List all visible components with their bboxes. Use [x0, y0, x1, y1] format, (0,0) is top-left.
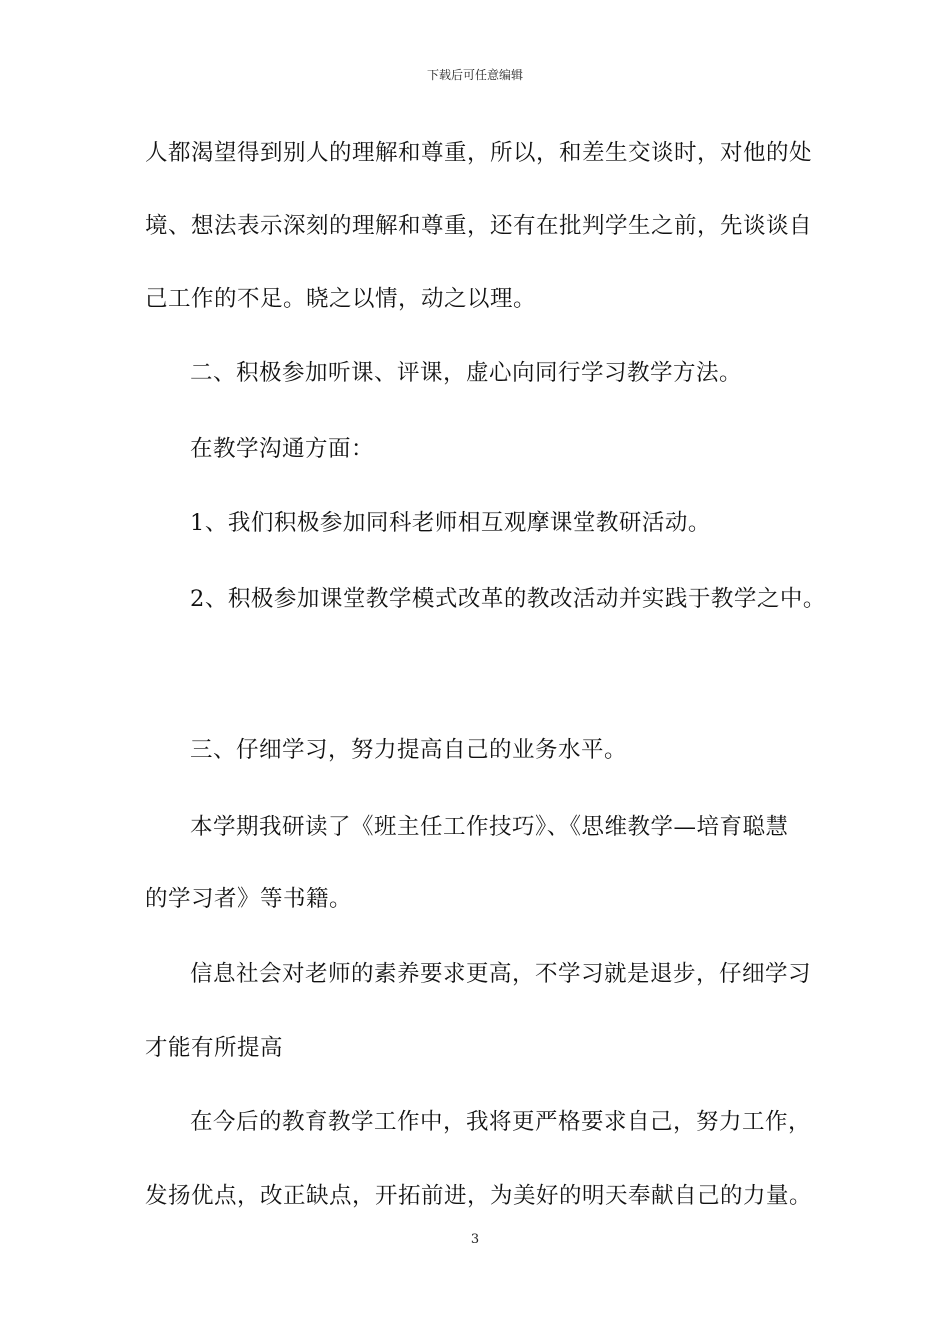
body-line: 在今后的教育教学工作中，我将更严格要求自己，努力工作，	[190, 1109, 812, 1135]
page-number: 3	[470, 1232, 480, 1247]
body-line: 境、想法表示深刻的理解和尊重，还有在批判学生之前，先谈谈自	[145, 213, 813, 239]
section-heading: 三、仔细学习，努力提高自己的业务水平。	[190, 737, 628, 763]
section-heading: 二、积极参加听课、评课，虚心向同行学习教学方法。	[190, 360, 743, 386]
body-line: 发扬优点，改正缺点，开拓前进，为美好的明天奉献自己的力量。	[145, 1183, 813, 1209]
body-line: 人都渴望得到别人的理解和尊重，所以，和差生交谈时，对他的处	[145, 140, 813, 166]
body-line: 的学习者》等书籍。	[145, 886, 353, 912]
list-item: 1、我们积极参加同科老师相互观摩课堂教研活动。	[190, 510, 711, 536]
list-item: 2、积极参加课堂教学模式改革的教改活动并实践于教学之中。	[190, 586, 826, 612]
header-note: 下载后可任意编辑	[426, 68, 523, 82]
body-line: 才能有所提高	[145, 1035, 284, 1061]
body-line: 己工作的不足。晓之以情，动之以理。	[145, 286, 537, 312]
body-line: 本学期我研读了《班主任工作技巧》、《思维教学—培育聪慧	[190, 814, 789, 840]
body-line: 信息社会对老师的素养要求更高，不学习就是退步，仔细学习	[190, 961, 812, 987]
body-line: 在教学沟通方面：	[190, 436, 375, 462]
